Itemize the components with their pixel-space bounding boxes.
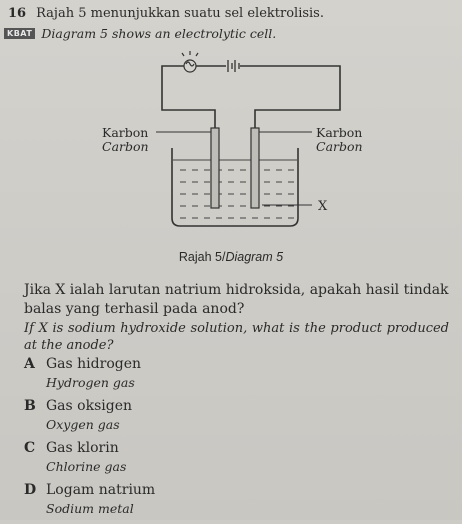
option-text-ms: Gas klorin	[46, 440, 119, 456]
electrolyte-solution	[173, 160, 297, 218]
label-right-en: Carbon	[316, 139, 363, 154]
caption-ms: Rajah 5/	[178, 250, 226, 264]
option-letter: B	[24, 398, 36, 414]
circuit-wire	[162, 66, 340, 130]
question-text-en: Diagram 5 shows an electrolytic cell.	[41, 26, 277, 41]
kbat-badge: KBAT	[4, 28, 35, 39]
option-text-ms: Gas oksigen	[46, 398, 133, 414]
option-letter: A	[24, 356, 35, 372]
option-text-en: Chlorine gas	[46, 459, 127, 474]
option-text-en: Sodium metal	[46, 501, 134, 516]
option-letter: C	[24, 440, 36, 456]
question-header	[8, 6, 324, 21]
bulb-icon	[182, 51, 198, 72]
electrolytic-cell-diagram	[90, 48, 390, 258]
label-left-ms: Karbon	[102, 125, 149, 140]
option-text-en: Oxygen gas	[46, 417, 120, 432]
question-text-ms: Rajah 5 menunjukkan suatu sel elektrolisis.	[36, 6, 324, 21]
label-x: X	[318, 199, 328, 214]
caption-en: Diagram 5	[225, 250, 284, 264]
question-stem-en: If X is sodium hydroxide solution, what is the product produced at the anode?	[24, 321, 449, 353]
carbon-electrode-right	[251, 128, 259, 208]
option-text-ms: Gas hidrogen	[46, 356, 142, 372]
label-left-en: Carbon	[102, 139, 149, 154]
carbon-electrode-left	[211, 128, 219, 208]
question-subheader	[4, 26, 276, 41]
question-stem-ms: Jika X ialah larutan natrium hidroksida, apakah hasil tindak balas yang terhasil pada anod?	[24, 282, 449, 317]
question-number: 16	[8, 6, 27, 21]
option-text-ms: Logam natrium	[46, 482, 156, 498]
option-letter: D	[24, 482, 37, 498]
battery-icon	[226, 60, 240, 72]
label-right-ms: Karbon	[316, 125, 363, 140]
option-text-en: Hydrogen gas	[46, 375, 135, 390]
diagram-caption	[0, 250, 462, 264]
